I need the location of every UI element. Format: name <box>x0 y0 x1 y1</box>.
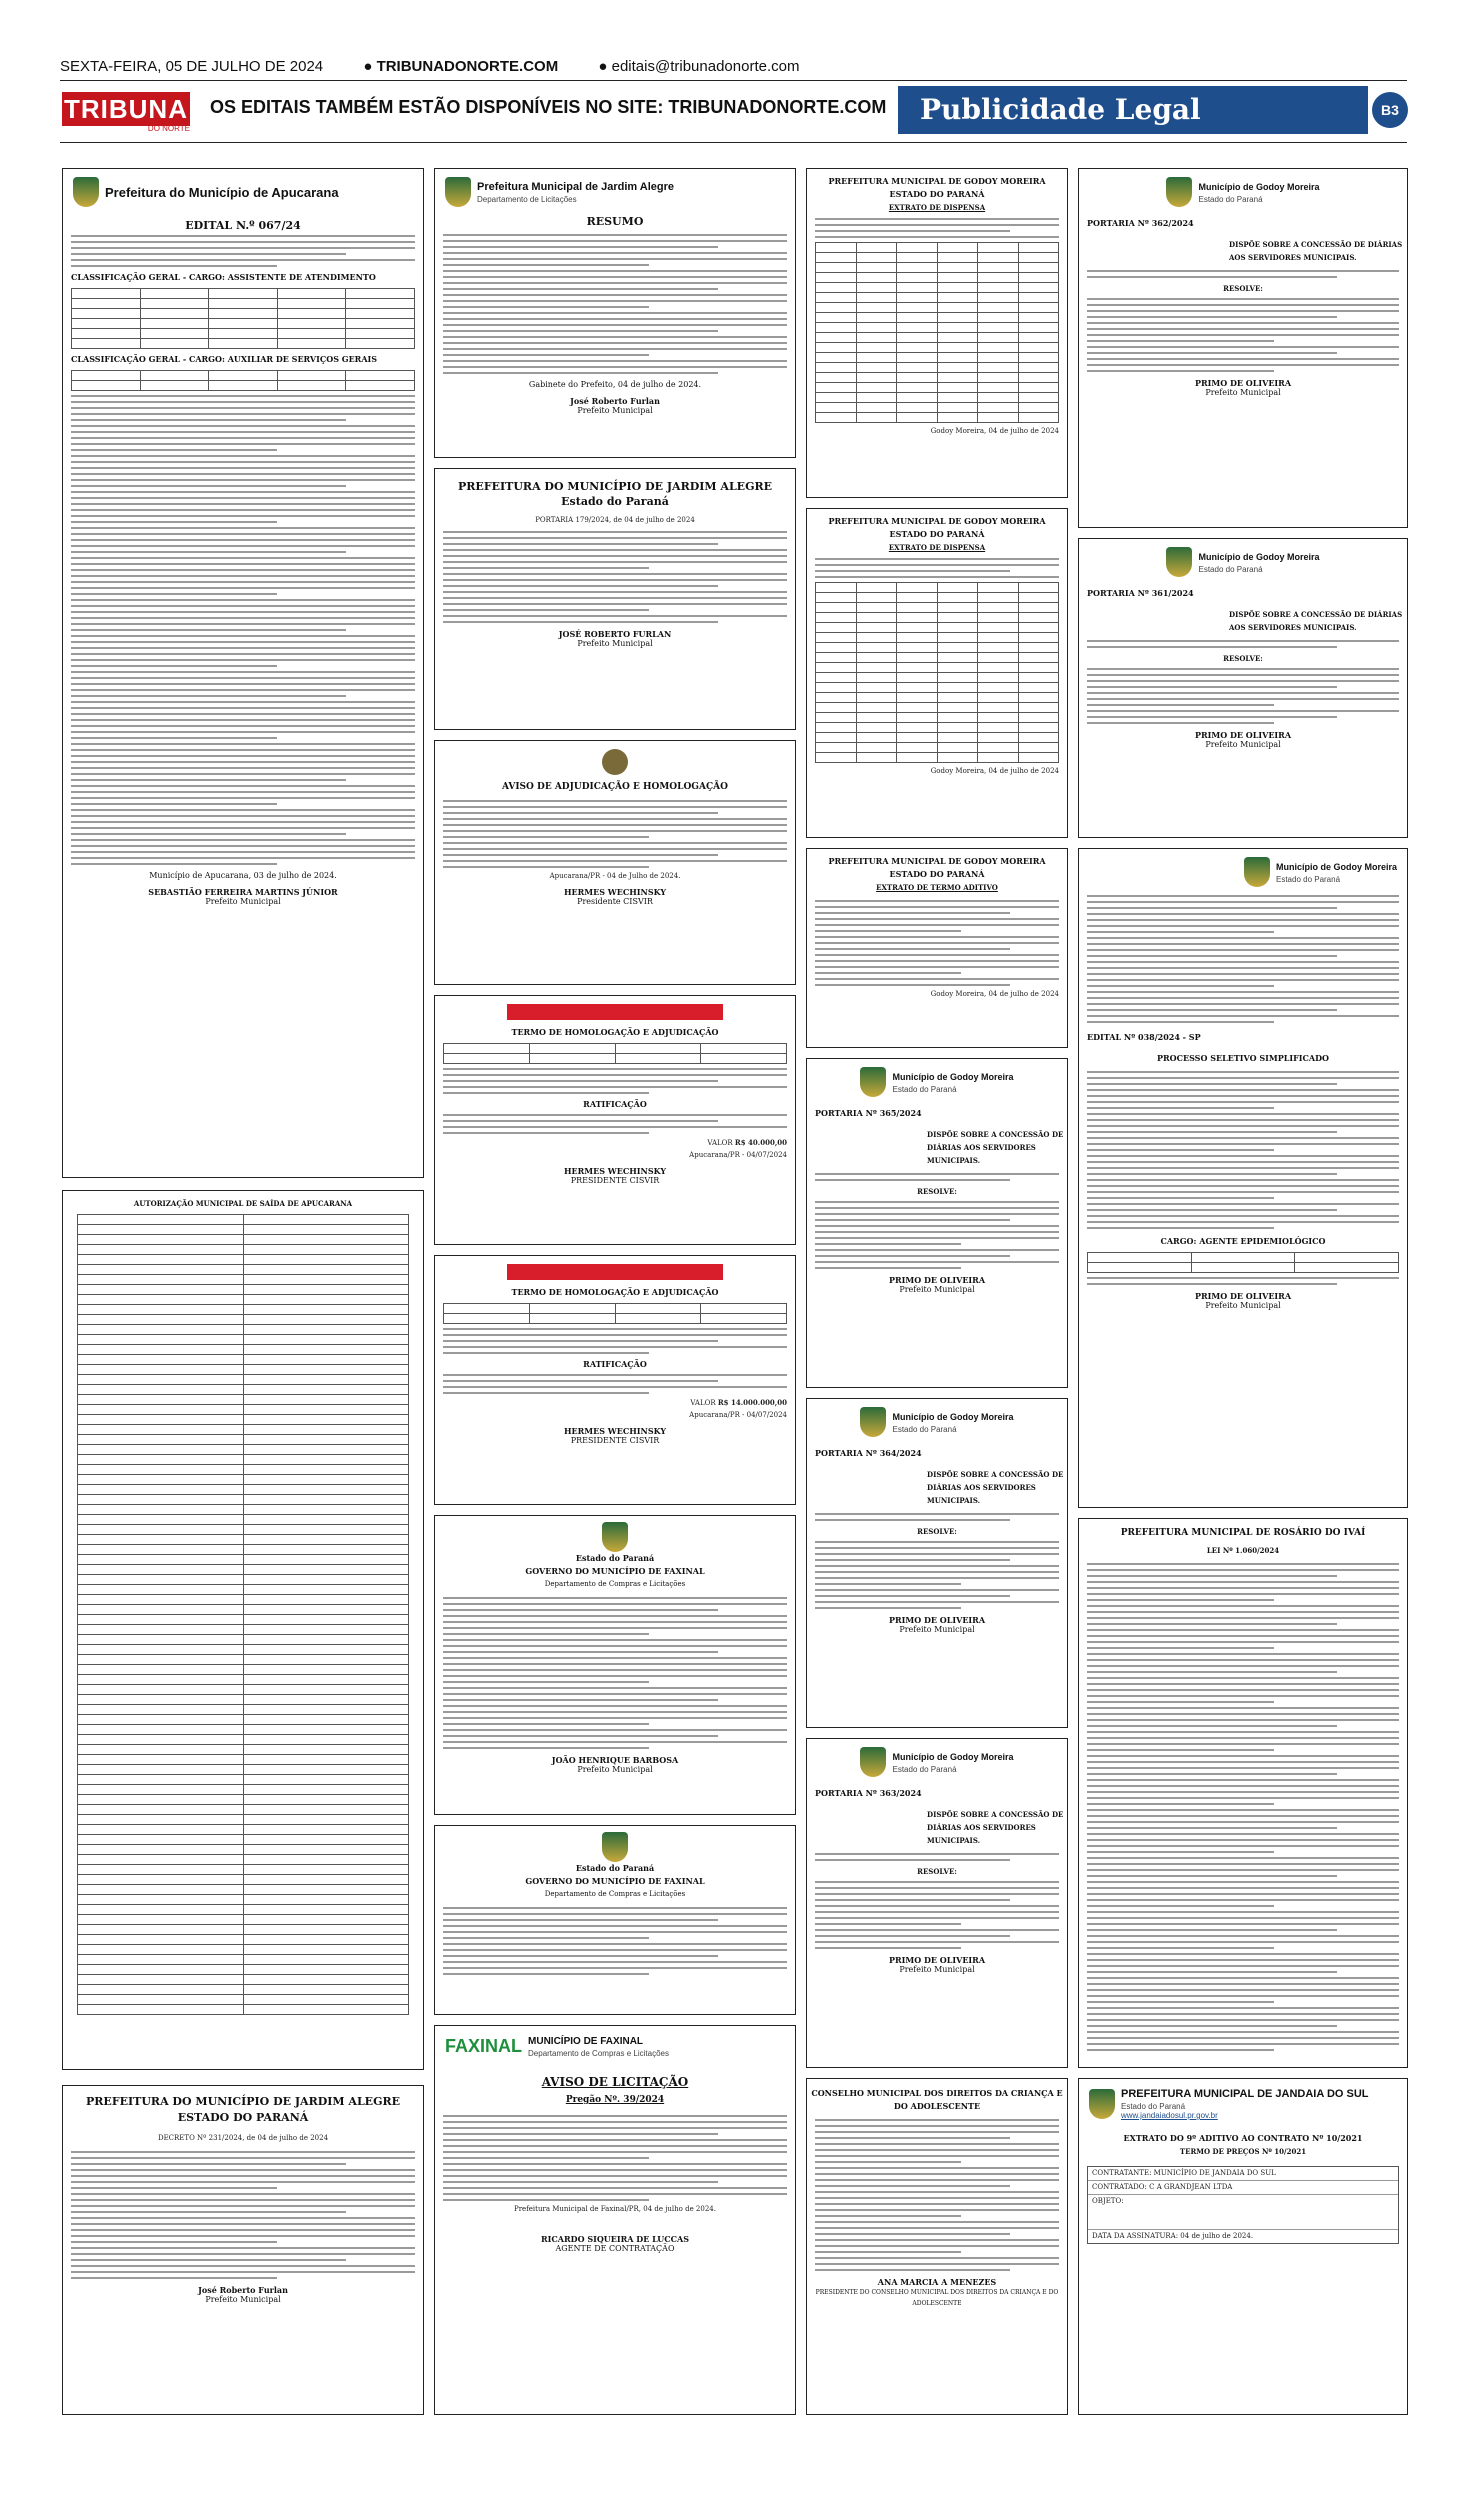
portaria-363-signature <box>807 1955 1067 1975</box>
portaria-361-signer: PRIMO DE OLIVEIRA <box>1194 730 1292 740</box>
cisvir-b-title: TERMO DE HOMOLOGAÇÃO E ADJUDICAÇÃO <box>511 1027 719 1037</box>
cisvir-b-sub: RATIFICAÇÃO <box>583 1099 647 1109</box>
portaria-362-brand <box>1079 169 1407 209</box>
faxinal-signer-role: AGENTE DE CONTRATAÇÃO <box>555 2244 675 2253</box>
newspaper-logo-sub: DO NORTE <box>147 124 190 133</box>
portaria-364-number: PORTARIA Nº 364/2024 <box>815 1448 922 1458</box>
notice-jardim-portaria <box>434 468 796 730</box>
autorizacoes-list <box>69 1197 417 2015</box>
jardim-portaria-signer: JOSÉ ROBERTO FURLAN <box>558 629 672 639</box>
portaria-361-number: PORTARIA Nº 361/2024 <box>1087 588 1194 598</box>
conselho-signer-role: PRESIDENTE DO CONSELHO MUNICIPAL DOS DIREITOS DA CRIANÇA E DO ADOLESCENTE <box>815 2289 1059 2307</box>
jardim-lic-dept: Departamento de Licitações <box>477 195 577 204</box>
apucarana-org: Prefeitura do Município de Apucarana <box>105 184 339 200</box>
cisvir-signature <box>435 887 795 907</box>
notice-rosario <box>1078 1518 1408 2068</box>
portaria-363-subject: DISPÕE SOBRE A CONCESSÃO DE DIÁRIAS AOS SERVIDORES MUNICIPAIS. <box>927 1810 1064 1845</box>
faxinal-signer: RICARDO SIQUEIRA DE LUCCAS <box>541 2234 689 2244</box>
notice-cisvir-homologacao-2 <box>434 1255 796 1505</box>
portaria-363-org: Município de Godoy Moreira <box>892 1752 1014 1762</box>
faxinal-process: Pregão Nº. 39/2024 <box>565 2095 665 2105</box>
cisvir-b-signer-role: PRESIDENTE CISVIR <box>570 1176 660 1185</box>
coat-of-arms-icon <box>860 1067 886 1097</box>
jardim-decreto-signer-role: Prefeito Municipal <box>205 2295 281 2304</box>
jardim-brand <box>435 169 795 209</box>
cisvir-b-total <box>443 1138 787 1148</box>
godoy-a-date: Godoy Moreira, 04 de julho de 2024 <box>930 427 1059 435</box>
portaria-364-signer-role: Prefeito Municipal <box>899 1625 975 1634</box>
edital-038-org: Município de Godoy Moreira <box>1275 862 1397 872</box>
online-notice: OS EDITAIS TAMBÉM ESTÃO DISPONÍVEIS NO SITE: TRIBUNADONORTE.COM <box>210 97 887 117</box>
apucarana-table-2 <box>71 370 415 391</box>
cisvir-c-sub: RATIFICAÇÃO <box>583 1359 647 1369</box>
portaria-362-state: Estado do Paraná <box>1198 195 1263 204</box>
coat-of-arms-icon <box>1089 2089 1115 2119</box>
rosario-law: LEI Nº 1.060/2024 <box>1206 1546 1280 1555</box>
jandaia-row: OBJETO: <box>1088 2195 1398 2230</box>
apucarana-brand <box>63 169 423 209</box>
jandaia-org: PREFEITURA MUNICIPAL DE JANDAIA DO SUL <box>1121 2088 1369 2100</box>
jardim-decreto-signer: José Roberto Furlan <box>198 2285 288 2295</box>
notice-godoy-b <box>806 508 1068 838</box>
notice-faxinal-b <box>434 1825 796 2015</box>
cisvir-b-signer: HERMES WECHINSKY <box>563 1166 667 1176</box>
edition-date: SEXTA-FEIRA, 05 DE JULHO DE 2024 <box>60 58 324 75</box>
portaria-365-subject: DISPÕE SOBRE A CONCESSÃO DE DIÁRIAS AOS SERVIDORES MUNICIPAIS. <box>927 1130 1064 1165</box>
cisvir-c-total <box>443 1398 787 1408</box>
edital-038-signature <box>1079 1291 1407 1311</box>
coat-of-arms-icon <box>860 1747 886 1777</box>
godoy-c-state: ESTADO DO PARANÁ <box>889 869 985 879</box>
portaria-365-signer-role: Prefeito Municipal <box>899 1285 975 1294</box>
notice-autorizacoes <box>62 1190 424 2070</box>
coat-of-arms-icon <box>73 177 99 207</box>
portaria-362-resolve: RESOLVE: <box>1223 284 1263 293</box>
portaria-361-signature <box>1079 730 1407 750</box>
cisvir-signer-role: Presidente CISVIR <box>577 897 653 906</box>
coat-of-arms-icon <box>860 1407 886 1437</box>
jandaia-site[interactable]: www.jandaiadosul.pr.gov.br <box>1121 2111 1218 2120</box>
cisvir-c-title: TERMO DE HOMOLOGAÇÃO E ADJUDICAÇÃO <box>511 1287 719 1297</box>
notice-jardim-decreto <box>62 2085 424 2415</box>
notice-jandaia <box>1078 2078 1408 2415</box>
apucarana-class2: CLASSIFICAÇÃO GERAL - CARGO: AUXILIAR DE SERVIÇOS GERAIS <box>71 354 378 364</box>
apucarana-signer: SEBASTIÃO FERREIRA MARTINS JÚNIOR <box>148 887 338 897</box>
portaria-361-state: Estado do Paraná <box>1198 565 1263 574</box>
godoy-c-org: PREFEITURA MUNICIPAL DE GODOY MOREIRA <box>828 856 1046 866</box>
section-title: Publicidade Legal <box>898 86 1368 134</box>
jandaia-row: DATA DA ASSINATURA: 04 de julho de 2024. <box>1092 2232 1254 2240</box>
faxinal-brand <box>435 2026 795 2060</box>
cisvir-c-signer-role: PRESIDENTE CISVIR <box>570 1436 660 1445</box>
edital-038-sub: PROCESSO SELETIVO SIMPLIFICADO <box>1156 1053 1329 1063</box>
jardim-lic-title: RESUMO <box>586 215 644 228</box>
parana-a-gov: GOVERNO DO MUNICÍPIO DE FAXINAL <box>525 1566 705 1576</box>
portaria-365-signature <box>807 1275 1067 1295</box>
portaria-364-org: Município de Godoy Moreira <box>892 1412 1014 1422</box>
portaria-361-brand <box>1079 539 1407 579</box>
parana-a-signer-role: Prefeito Municipal <box>577 1765 653 1774</box>
parana-b-state: Estado do Paraná <box>575 1863 655 1873</box>
godoy-a-state: ESTADO DO PARANÁ <box>889 189 985 199</box>
jardim-portaria-signature <box>435 629 795 649</box>
edital-038-table <box>1087 1252 1399 1273</box>
cisvir-b-signature <box>435 1166 795 1186</box>
edital-038-signer-role: Prefeito Municipal <box>1205 1301 1281 1310</box>
masthead <box>0 0 1467 145</box>
portaria-363-resolve: RESOLVE: <box>917 1867 957 1876</box>
portaria-362-signature <box>1079 378 1407 398</box>
portaria-364-signer: PRIMO DE OLIVEIRA <box>888 1615 986 1625</box>
jardim-decreto-title: DECRETO Nº 231/2024, de 04 de julho de 2024 <box>157 2134 329 2142</box>
newspaper-logo: TRIBUNA <box>64 94 188 124</box>
portaria-364-subject: DISPÕE SOBRE A CONCESSÃO DE DIÁRIAS AOS SERVIDORES MUNICIPAIS. <box>927 1470 1064 1505</box>
apucarana-table-1 <box>71 288 415 349</box>
coat-of-arms-icon <box>1244 857 1270 887</box>
jardim-lic-date: Gabinete do Prefeito, 04 de julho de 2024. <box>528 380 702 389</box>
jardim-decreto-signature <box>63 2285 423 2305</box>
cisvir-c-signer: HERMES WECHINSKY <box>563 1426 667 1436</box>
portaria-361-signer-role: Prefeito Municipal <box>1205 740 1281 749</box>
coat-of-arms-icon <box>1166 177 1192 207</box>
portaria-362-signer: PRIMO DE OLIVEIRA <box>1194 378 1292 388</box>
godoy-a-title: EXTRATO DE DISPENSA <box>888 203 986 212</box>
jardim-lic-org: Prefeitura Municipal de Jardim Alegre <box>477 181 675 193</box>
conselho-signature <box>807 2277 1067 2309</box>
cisvir-header-bar-2 <box>507 1264 723 1280</box>
portaria-363-brand <box>807 1739 1067 1779</box>
edital-038-state: Estado do Paraná <box>1275 875 1341 884</box>
cisvir-c-date: Apucarana/PR - 04/07/2024 <box>689 1411 787 1419</box>
cisvir-c-total-label: VALOR <box>690 1399 716 1407</box>
apucarana-edital: EDITAL N.º 067/24 <box>185 219 301 232</box>
apucarana-class1: CLASSIFICAÇÃO GERAL - CARGO: ASSISTENTE DE ATENDIMENTO <box>71 272 376 282</box>
autorizacoes-header: AUTORIZAÇÃO MUNICIPAL DE SAÍDA DE APUCARANA <box>133 1199 353 1208</box>
notice-edital-038 <box>1078 848 1408 1508</box>
faxinal-signature <box>435 2234 795 2254</box>
conselho-signer: ANA MARCIA A MENEZES <box>877 2277 997 2287</box>
notice-godoy-a <box>806 168 1068 498</box>
cisvir-title: AVISO DE ADJUDICAÇÃO E HOMOLOGAÇÃO <box>502 782 728 792</box>
notice-cisvir-homologacao-1 <box>434 995 796 1245</box>
portaria-365-signer: PRIMO DE OLIVEIRA <box>888 1275 986 1285</box>
coat-of-arms-icon <box>445 177 471 207</box>
notice-faxinal-a <box>434 1515 796 1815</box>
edital-038-title: EDITAL Nº 038/2024 - SP <box>1087 1032 1201 1042</box>
cisvir-c-total-value: R$ 14.000.000,00 <box>717 1398 787 1407</box>
conselho-title: CONSELHO MUNICIPAL DOS DIREITOS DA CRIANÇA E DO ADOLESCENTE <box>811 2088 1063 2111</box>
portaria-364-resolve: RESOLVE: <box>917 1527 957 1536</box>
portaria-364-brand <box>807 1399 1067 1439</box>
jandaia-table <box>1087 2166 1399 2244</box>
portaria-364-signature <box>807 1615 1067 1635</box>
portaria-363-signer: PRIMO DE OLIVEIRA <box>888 1955 986 1965</box>
cisvir-c-table <box>443 1303 787 1324</box>
coat-of-arms-icon <box>602 1832 628 1862</box>
notice-godoy-c <box>806 848 1068 1048</box>
cisvir-b-date: Apucarana/PR - 04/07/2024 <box>689 1151 787 1159</box>
faxinal-logo: FAXINAL <box>445 2035 523 2056</box>
parana-a-state: Estado do Paraná <box>575 1553 655 1563</box>
page-number: B3 <box>1372 92 1408 128</box>
jardim-lic-signer-role: Prefeito Municipal <box>577 406 653 415</box>
notice-portaria-361 <box>1078 538 1408 838</box>
parana-a-signature <box>435 1755 795 1775</box>
site-link[interactable]: TRIBUNADONORTE.COM <box>376 58 559 75</box>
jardim-decreto-org: PREFEITURA DO MUNICÍPIO DE JARDIM ALEGRE <box>86 2095 400 2108</box>
edital-038-signer: PRIMO DE OLIVEIRA <box>1194 1291 1292 1301</box>
masthead-info: SEXTA-FEIRA, 05 DE JULHO DE 2024 ● TRIBUNADONORTE.COM ● editais@tribunadonorte.com <box>60 58 800 75</box>
notice-apucarana <box>62 168 424 1178</box>
portaria-365-state: Estado do Paraná <box>892 1085 957 1094</box>
godoy-b-date: Godoy Moreira, 04 de julho de 2024 <box>930 767 1059 775</box>
top-rule <box>60 80 1407 81</box>
notice-portaria-362 <box>1078 168 1408 528</box>
apucarana-signature <box>63 887 423 907</box>
portaria-362-signer-role: Prefeito Municipal <box>1205 388 1281 397</box>
cisvir-date: Apucarana/PR - 04 de Julho de 2024. <box>549 872 681 880</box>
faxinal-title: AVISO DE LICITAÇÃO <box>541 2075 689 2089</box>
notice-conselho <box>806 2078 1068 2415</box>
godoy-a-table <box>815 242 1059 423</box>
portaria-362-subject: DISPÕE SOBRE A CONCESSÃO DE DIÁRIAS AOS SERVIDORES MUNICIPAIS. <box>1229 240 1403 262</box>
faxinal-org: MUNICÍPIO DE FAXINAL <box>528 2036 644 2047</box>
notice-portaria-364 <box>806 1398 1068 1728</box>
coat-of-arms-icon <box>602 1522 628 1552</box>
jandaia-state: Estado do Paraná <box>1121 2102 1186 2111</box>
jardim-lic-signature <box>435 396 795 416</box>
godoy-b-org: PREFEITURA MUNICIPAL DE GODOY MOREIRA <box>828 516 1046 526</box>
jandaia-row: CONTRATADO: C A GRANDJEAN LTDA <box>1088 2181 1398 2195</box>
portaria-365-org: Município de Godoy Moreira <box>892 1072 1014 1082</box>
godoy-a-org: PREFEITURA MUNICIPAL DE GODOY MOREIRA <box>828 176 1046 186</box>
rosario-org: PREFEITURA MUNICIPAL DE ROSÁRIO DO IVAÍ <box>1120 1528 1366 1538</box>
portaria-362-number: PORTARIA Nº 362/2024 <box>1087 218 1194 228</box>
coat-of-arms-icon <box>1166 547 1192 577</box>
parana-a-dept: Departamento de Compras e Licitações <box>544 1580 686 1588</box>
notice-jardim-licitacoes <box>434 168 796 458</box>
edital-038-brand <box>1079 849 1407 889</box>
portaria-363-signer-role: Prefeito Municipal <box>899 1965 975 1974</box>
portaria-362-org: Município de Godoy Moreira <box>1198 182 1320 192</box>
cisvir-signer: HERMES WECHINSKY <box>563 887 667 897</box>
notice-portaria-365 <box>806 1058 1068 1388</box>
cisvir-c-signature <box>435 1426 795 1446</box>
portaria-363-state: Estado do Paraná <box>892 1765 957 1774</box>
apucarana-date: Município de Apucarana, 03 de julho de 2024. <box>149 871 337 880</box>
jardim-portaria-org: PREFEITURA DO MUNICÍPIO DE JARDIM ALEGRE <box>458 480 772 493</box>
portaria-364-state: Estado do Paraná <box>892 1425 957 1434</box>
jardim-portaria-state: Estado do Paraná <box>561 495 669 508</box>
parana-b-gov: GOVERNO DO MUNICÍPIO DE FAXINAL <box>525 1876 705 1886</box>
parana-a-signer: JOÃO HENRIQUE BARBOSA <box>551 1755 679 1765</box>
notice-cisvir <box>434 740 796 985</box>
jardim-decreto-state: ESTADO DO PARANÁ <box>177 2111 309 2124</box>
faxinal-dept: Departamento de Compras e Licitações <box>528 2049 669 2058</box>
faxinal-date: Prefeitura Municipal de Faxinal/PR, 04 de julho de 2024. <box>514 2205 716 2213</box>
email-link[interactable]: editais@tribunadonorte.com <box>611 58 800 75</box>
jardim-portaria-title: PORTARIA 179/2024, de 04 de julho de 2024 <box>535 516 695 524</box>
edital-038-cargo: CARGO: AGENTE EPIDEMIOLÓGICO <box>1160 1236 1326 1246</box>
notice-faxinal-licitacao <box>434 2025 796 2415</box>
jandaia-sub: TERMO DE PREÇOS Nº 10/2021 <box>1179 2147 1307 2156</box>
jardim-lic-signer: José Roberto Furlan <box>570 396 660 406</box>
portaria-365-resolve: RESOLVE: <box>917 1187 957 1196</box>
notice-portaria-363 <box>806 1738 1068 2068</box>
apucarana-signer-role: Prefeito Municipal <box>205 897 281 906</box>
portaria-365-brand <box>807 1059 1067 1099</box>
portaria-361-subject: DISPÕE SOBRE A CONCESSÃO DE DIÁRIAS AOS SERVIDORES MUNICIPAIS. <box>1229 610 1403 632</box>
godoy-b-title: EXTRATO DE DISPENSA <box>888 543 986 552</box>
jandaia-brand <box>1079 2079 1407 2122</box>
portaria-361-resolve: RESOLVE: <box>1223 654 1263 663</box>
cisvir-b-total-value: R$ 40.000,00 <box>734 1138 787 1147</box>
bottom-rule <box>60 142 1407 143</box>
autorizacoes-table <box>77 1214 409 2015</box>
godoy-b-state: ESTADO DO PARANÁ <box>889 529 985 539</box>
portaria-361-org: Município de Godoy Moreira <box>1198 552 1320 562</box>
godoy-b-table <box>815 582 1059 763</box>
godoy-c-date: Godoy Moreira, 04 de julho de 2024 <box>930 990 1059 998</box>
jandaia-title: EXTRATO DO 9º ADITIVO AO CONTRATO Nº 10/2021 <box>1123 2133 1363 2143</box>
portaria-363-number: PORTARIA Nº 363/2024 <box>815 1788 922 1798</box>
cisvir-header-bar <box>507 1004 723 1020</box>
parana-b-dept: Departamento de Compras e Licitações <box>544 1890 686 1898</box>
jandaia-row: CONTRATANTE: MUNICÍPIO DE JANDAIA DO SUL <box>1088 2167 1398 2181</box>
cisvir-b-table <box>443 1043 787 1064</box>
godoy-c-title: EXTRATO DE TERMO ADITIVO <box>876 883 998 892</box>
jardim-portaria-signer-role: Prefeito Municipal <box>577 639 653 648</box>
cisvir-b-total-label: VALOR <box>707 1139 733 1147</box>
portaria-365-number: PORTARIA Nº 365/2024 <box>815 1108 922 1118</box>
cisvir-logo-icon <box>602 749 628 775</box>
